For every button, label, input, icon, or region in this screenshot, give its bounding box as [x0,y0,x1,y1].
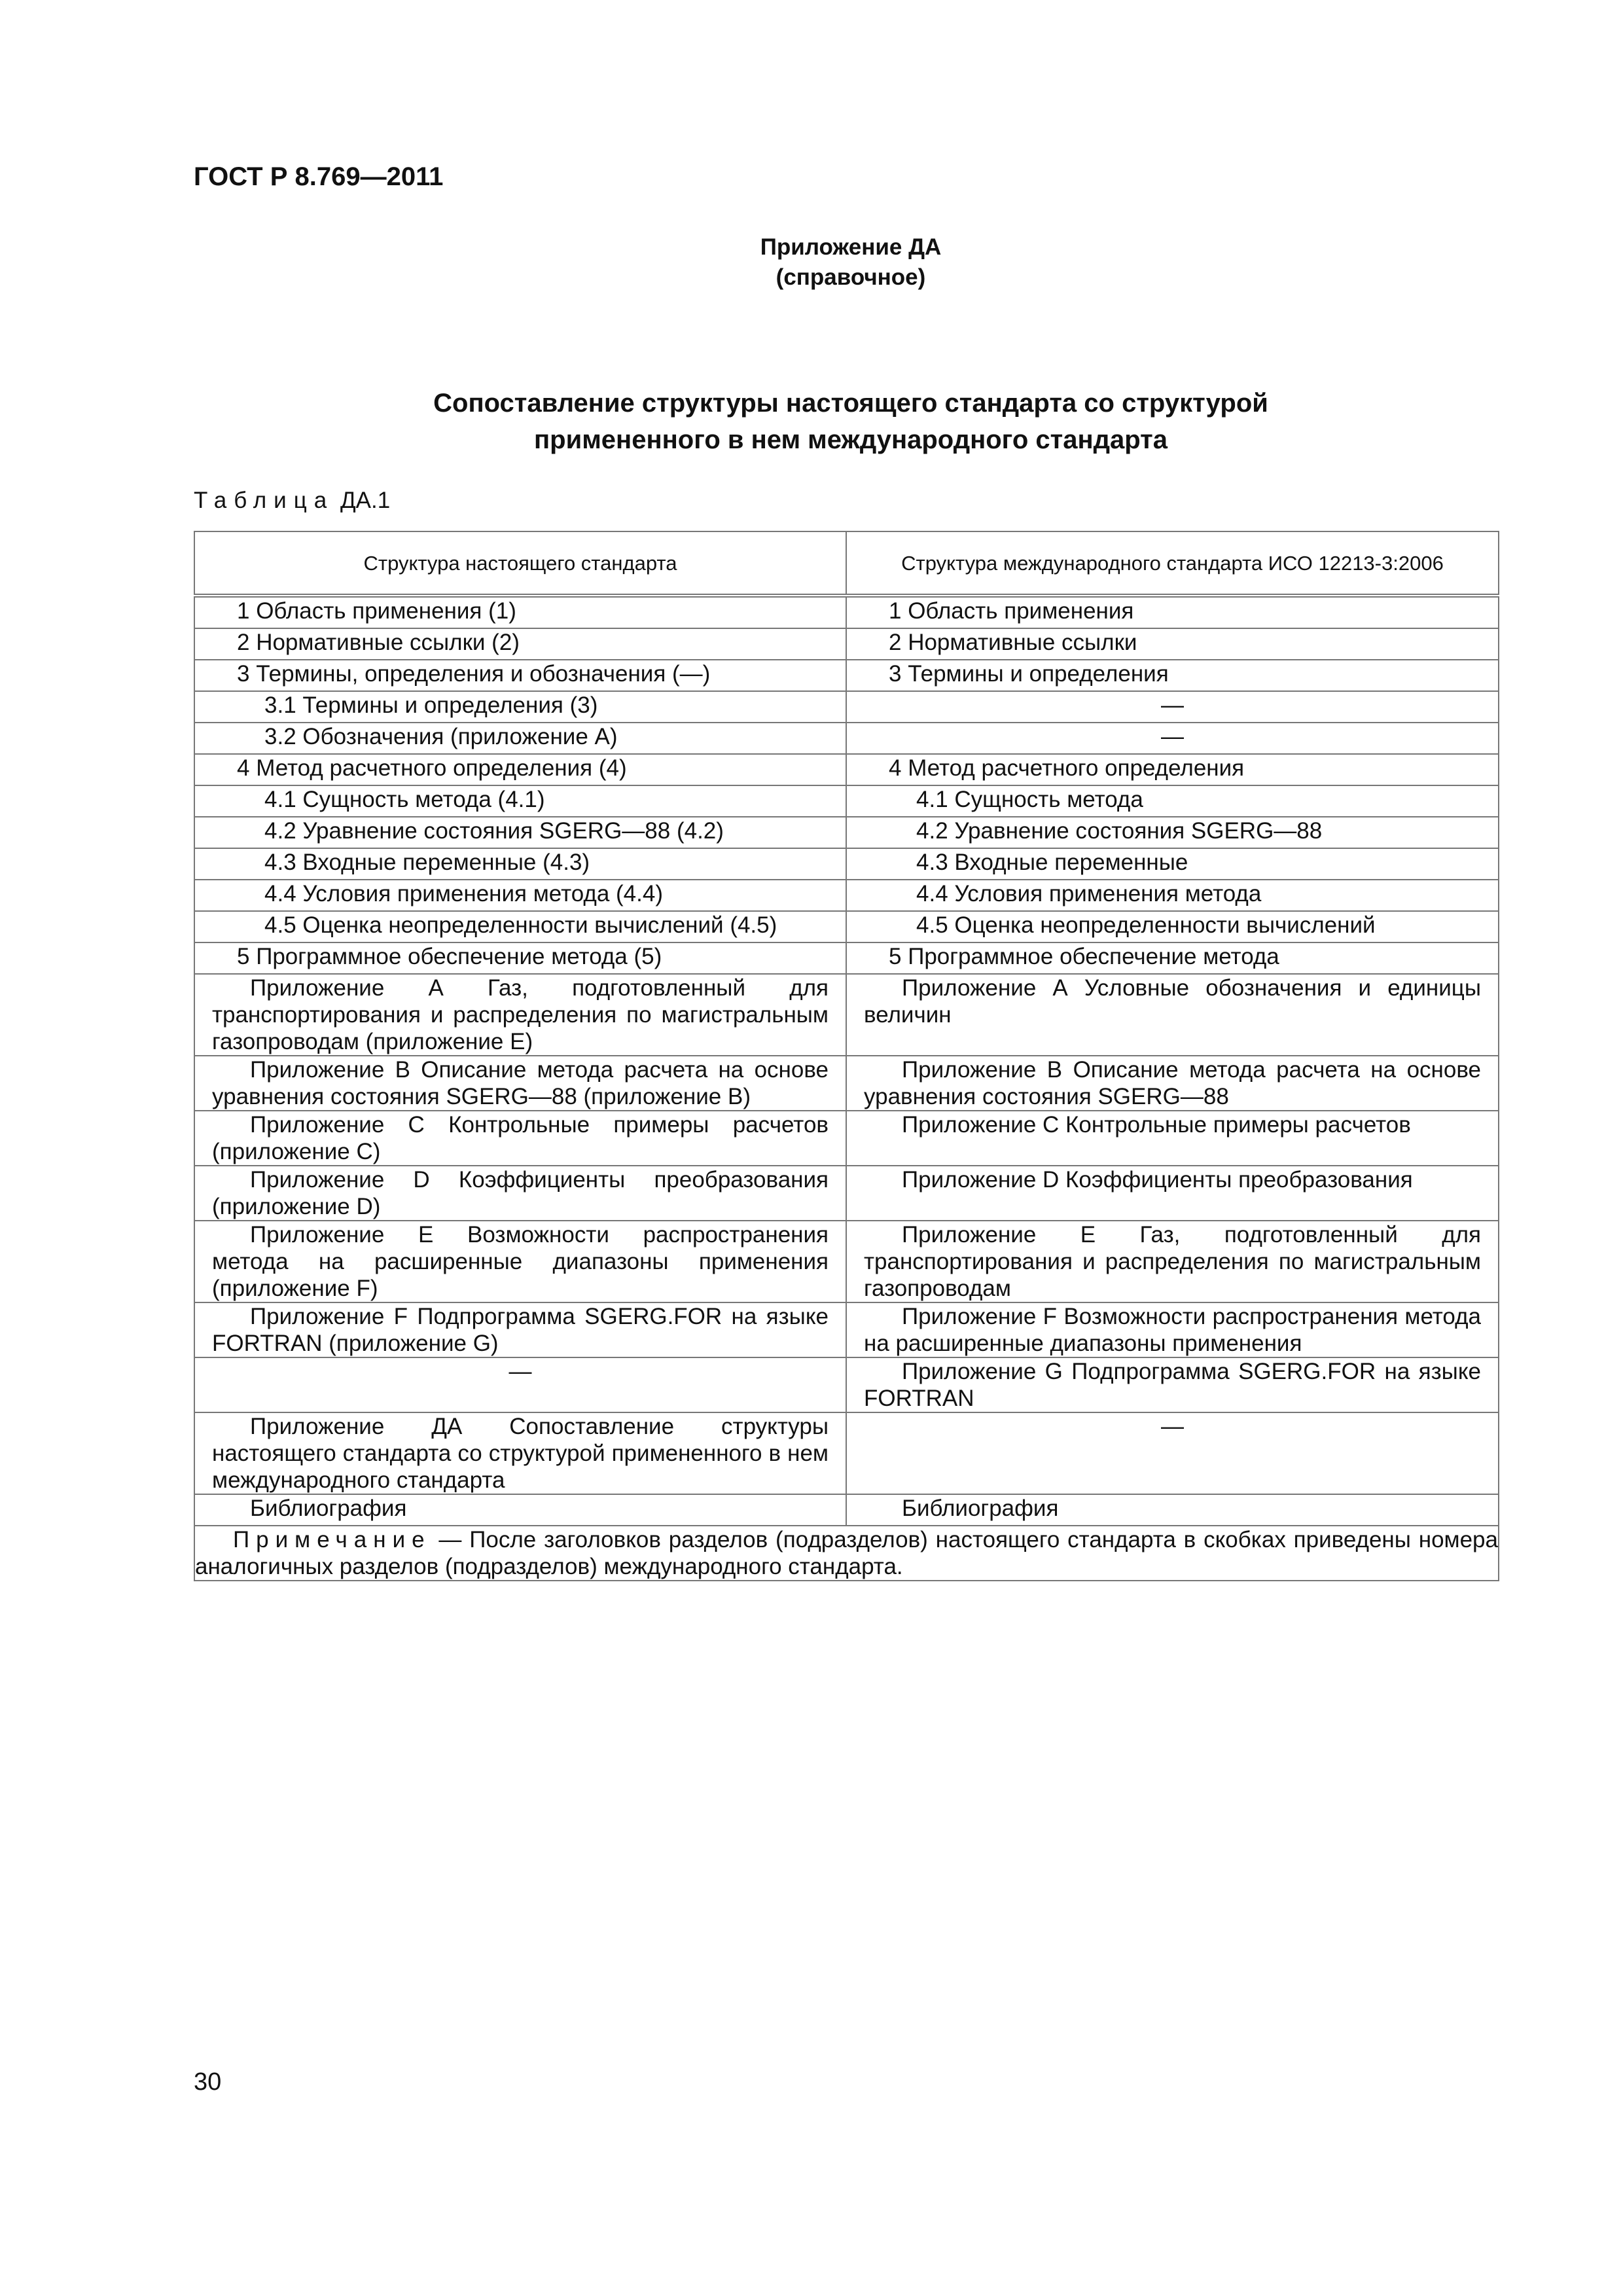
right-cell [846,911,1499,942]
section-title-line-1: Сопоставление структуры настоящего стандарта со структурой [433,389,1268,418]
right-cell [846,848,1499,880]
right-cell-text: 2 Нормативные ссылки [889,630,1137,655]
table-caption [194,488,390,514]
left-cell [194,596,846,628]
right-cell: Приложение F Возможности распространения метода на расширенные диапазоны применения [846,1302,1499,1357]
right-cell [846,942,1499,974]
left-cell-text: 3.1 Термины и определения (3) [264,692,598,718]
right-cell-text: 3 Термины и определения [889,661,1169,687]
right-cell [846,785,1499,817]
table-caption-prefix: Таблица [194,488,334,513]
left-cell-text: 4 Метод расчетного определения (4) [237,755,627,781]
right-cell [846,754,1499,785]
table-row [194,1056,1499,1111]
right-cell: — [846,691,1499,723]
left-cell-text: 4.3 Входные переменные (4.3) [264,850,590,875]
table-row [194,880,1499,911]
left-cell: Приложение F Подпрограмма SGERG.FOR на языке FORTRAN (приложение G) [194,1302,846,1357]
annex-heading [654,232,1047,293]
left-cell [194,817,846,848]
right-cell [846,880,1499,911]
left-cell [194,911,846,942]
section-title-line-2: примененного в нем международного стандарта [534,425,1168,454]
right-cell-text: 4.4 Условия применения метода [916,881,1262,906]
left-cell [194,942,846,974]
left-cell: Приложение Е Возможности распространения метода на расширенные диапазоны применения (приложение F) [194,1221,846,1302]
right-cell-text: 4.3 Входные переменные [916,850,1188,875]
right-cell-text: 4.2 Уравнение состояния SGERG—88 [916,818,1323,844]
right-cell [846,596,1499,628]
left-cell-text: 4.5 Оценка неопределенности вычислений (4.5) [264,912,777,938]
table-row [194,848,1499,880]
table-row [194,974,1499,1056]
comparison-table [194,531,1499,1581]
right-cell: Приложение Е Газ, подготовленный для транспортирования и распределения по магистральным газопроводам [846,1221,1499,1302]
table-row [194,723,1499,754]
right-cell [846,817,1499,848]
page-number: 30 [194,2068,222,2096]
left-cell: Приложение В Описание метода расчета на основе уравнения состояния SGERG—88 (приложение В) [194,1056,846,1111]
left-cell: Приложение С Контрольные примеры расчетов (приложение С) [194,1111,846,1166]
document-code: ГОСТ Р 8.769—2011 [194,162,444,191]
right-cell-text: 4 Метод расчетного определения [889,755,1245,781]
left-cell [194,628,846,660]
header-international-structure: Структура международного стандарта ИСО 12213-3:2006 [846,531,1499,596]
right-cell: — [846,1412,1499,1494]
table-row [194,691,1499,723]
right-cell: Приложение С Контрольные примеры расчетов [846,1111,1499,1166]
table-caption-number: ДА.1 [340,488,391,513]
right-cell-text: 4.1 Сущность метода [916,787,1143,812]
left-cell [194,880,846,911]
table-row [194,660,1499,691]
table-row [194,1302,1499,1357]
table-row [194,596,1499,628]
left-cell-text: 4.1 Сущность метода (4.1) [264,787,545,812]
table-row [194,1412,1499,1494]
left-cell: Приложение А Газ, подготовленный для транспортирования и распределения по магистральным газопроводам (приложение Е) [194,974,846,1056]
table-row [194,817,1499,848]
left-cell [194,754,846,785]
table-row [194,1494,1499,1526]
left-cell-text: 1 Область применения (1) [237,598,516,624]
note-label: Примечание [233,1527,431,1552]
left-cell [194,785,846,817]
right-cell-text: 5 Программное обеспечение метода [889,944,1279,969]
left-cell-text: 3 Термины, определения и обозначения (—) [237,661,711,687]
left-cell: Приложение ДА Сопоставление структуры настоящего стандарта со структурой примененного в нем международного стандарта [194,1412,846,1494]
left-cell-text: 2 Нормативные ссылки (2) [237,630,520,655]
right-cell-text: 1 Область применения [889,598,1134,624]
table-note-row [194,1526,1499,1581]
right-cell [846,628,1499,660]
table-row [194,1111,1499,1166]
left-cell [194,660,846,691]
note-text: — После заголовков разделов (подразделов) настоящего стандарта в скобках приведены номера аналогичных разделов (подразделов) международного стандарта. [195,1527,1498,1579]
table-row [194,1357,1499,1412]
left-cell [194,848,846,880]
table-note [194,1526,1499,1581]
left-cell: — [194,1357,846,1412]
right-cell: Библиография [846,1494,1499,1526]
right-cell [846,660,1499,691]
table-row [194,1221,1499,1302]
table-row [194,754,1499,785]
table-row [194,628,1499,660]
left-cell-text: 4.2 Уравнение состояния SGERG—88 (4.2) [264,818,724,844]
table-row [194,911,1499,942]
table-header-row [194,531,1499,596]
left-cell [194,691,846,723]
left-cell: Приложение D Коэффициенты преобразования (приложение D) [194,1166,846,1221]
right-cell: — [846,723,1499,754]
section-title [327,385,1374,458]
right-cell-text: 4.5 Оценка неопределенности вычислений [916,912,1376,938]
header-national-structure: Структура настоящего стандарта [194,531,846,596]
annex-title: Приложение ДА [760,234,942,260]
right-cell: Приложение G Подпрограмма SGERG.FOR на языке FORTRAN [846,1357,1499,1412]
left-cell-text: 4.4 Условия применения метода (4.4) [264,881,663,906]
left-cell-text: 3.2 Обозначения (приложение А) [264,724,618,749]
left-cell [194,723,846,754]
right-cell: Приложение В Описание метода расчета на основе уравнения состояния SGERG—88 [846,1056,1499,1111]
right-cell: Приложение А Условные обозначения и единицы величин [846,974,1499,1056]
table-row [194,942,1499,974]
annex-status: (справочное) [776,264,926,290]
table-row [194,1166,1499,1221]
left-cell-text: 5 Программное обеспечение метода (5) [237,944,662,969]
left-cell: Библиография [194,1494,846,1526]
table-row [194,785,1499,817]
right-cell: Приложение D Коэффициенты преобразования [846,1166,1499,1221]
